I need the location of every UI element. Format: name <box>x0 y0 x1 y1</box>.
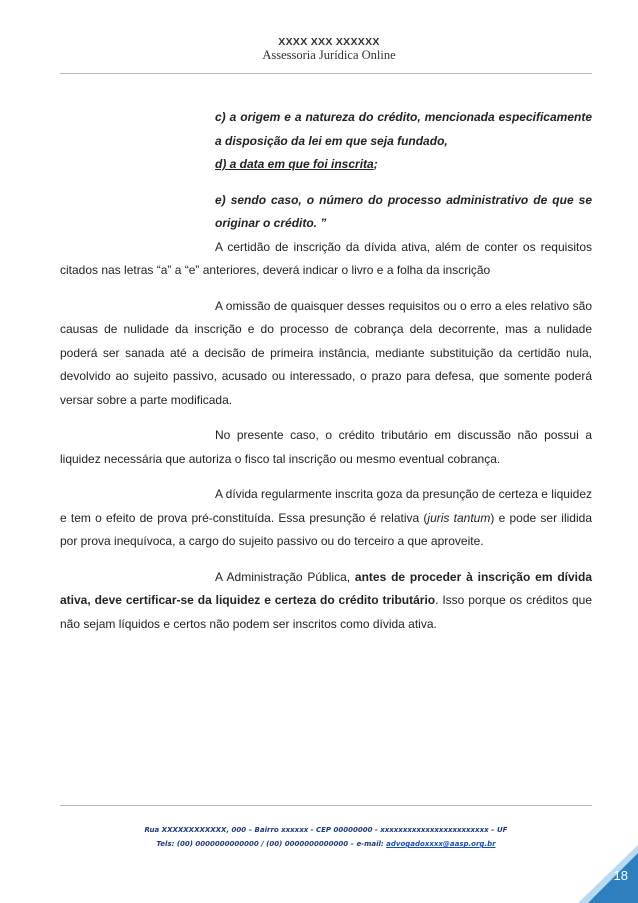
paragraph-4-start: A dívida regularmente inscrita goza da presunção de certeza e liquidez e tem o efeito de prova pré-constituída. Essa presunção é relativa ( <box>60 487 592 525</box>
paragraph-3: No presente caso, o crédito tributário em discussão não possui a liquidez necessária que autoriza o fisco tal inscrição ou mesmo eventual cobrança. <box>60 428 592 466</box>
paragraph-1: A certidão de inscrição da dívida ativa, além de conter os requisitos citados nas letras “a” a “e” anteriores, deverá indicar o livro e a folha da inscrição <box>60 239 592 277</box>
paragraph-5 <box>60 566 592 637</box>
quote-item-c: c) a origem e a natureza do crédito, mencionada especificamente a disposição da lei em que seja fundado, <box>215 110 592 148</box>
paragraph-5-end: . Isso porque os créditos que não sejam líquidos e certos não podem ser inscritos como dívida ativa. <box>60 593 592 631</box>
page-header <box>0 36 638 63</box>
paragraph-4-latin: juris tantum <box>427 510 491 525</box>
company-subtitle: Assessoria Jurídica Online <box>262 48 396 62</box>
footer-divider <box>60 805 592 806</box>
paragraph-5-start: A Administração Pública, <box>215 569 355 584</box>
company-name: XXXX XXX XXXXXX <box>278 36 380 48</box>
quote-item-e: e) sendo caso, o número do processo administrativo de que se originar o crédito. ” <box>215 192 592 230</box>
paragraph-4-end: ) e pode ser ilidida por prova inequívoca, a cargo do sujeito passivo ou do terceiro a que aproveite. <box>60 510 592 548</box>
page-corner-decoration <box>578 845 638 903</box>
quote-item-d-text: d) a data em que foi inscrita <box>215 157 374 171</box>
footer-email-link[interactable]: advogadoxxxx@aasp.org.br <box>386 840 496 848</box>
paragraph-5-emphasis: antes de proceder à inscrição em dívida ativa, deve certificar-se da liquidez e certeza do crédito tributário <box>60 569 592 607</box>
document-body <box>60 106 592 636</box>
quote-item-d <box>215 153 592 177</box>
quote-item-d-end: ; <box>373 157 378 171</box>
header-divider <box>60 73 592 74</box>
footer-contacts <box>60 837 592 851</box>
page-number: 18 <box>613 868 628 883</box>
page-footer <box>60 823 592 851</box>
paragraph-4 <box>60 483 592 554</box>
footer-phones: Tels: (00) 0000000000000 / (00) 0000000000000 – e-mail: <box>156 840 387 848</box>
paragraph-2: A omissão de quaisquer desses requisitos ou o erro a eles relativo são causas de nulidade da inscrição e do processo de cobrança dela decorrente, mas a nulidade poderá ser sanada até a decisão de primeira instância, mediante substituição da certidão nula, devolvido ao sujeito passivo, acusado ou interessado, o prazo para defesa, que somente poderá versar sobre a parte modificada. <box>60 298 592 407</box>
footer-address: Rua XXXXXXXXXXXX, 000 – Bairro xxxxxx - CEP 00000000 - xxxxxxxxxxxxxxxxxxxxxxxx – UF <box>144 826 508 834</box>
